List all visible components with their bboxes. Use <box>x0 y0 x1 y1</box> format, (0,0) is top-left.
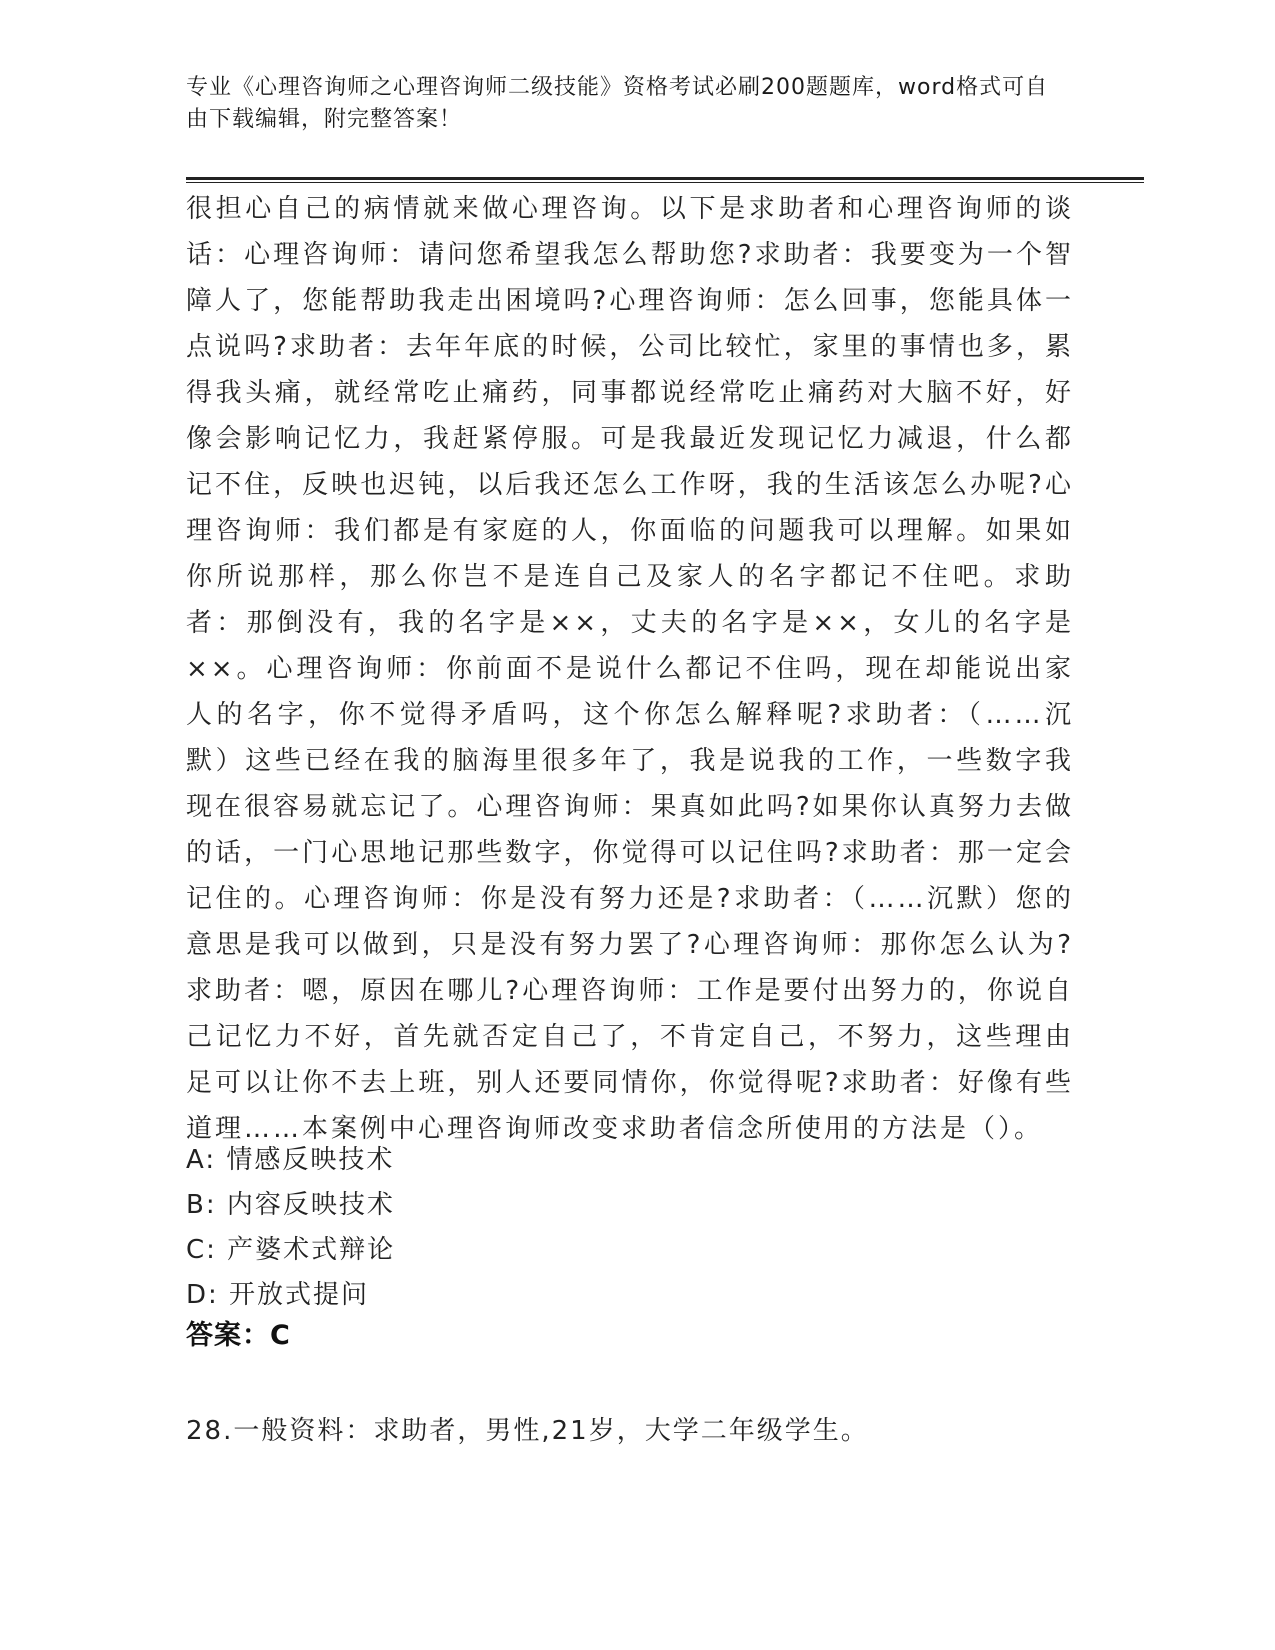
header-divider-thick <box>186 177 1144 180</box>
option-a: A: 情感反映技术 <box>186 1145 395 1175</box>
document-header <box>186 72 1066 136</box>
option-c: C: 产婆术式辩论 <box>186 1235 396 1265</box>
next-question-text: 28.一般资料：求助者，男性,21岁，大学二年级学生。 <box>186 1416 869 1446</box>
header-title: 专业《心理咨询师之心理咨询师二级技能》资格考试必刷200题题库，word格式可自由下载编辑，附完整答案！ <box>186 75 1049 132</box>
option-b: B: 内容反映技术 <box>186 1190 395 1220</box>
header-divider-thin <box>186 182 1144 183</box>
option-d: D: 开放式提问 <box>186 1280 370 1310</box>
answer-label: 答案：C <box>186 1320 291 1351</box>
question-stem: 很担心自己的病情就来做心理咨询。以下是求助者和心理咨询师的谈话：心理咨询师：请问您希望我怎么帮助您?求助者：我要变为一个智障人了，您能帮助我走出困境吗?心理咨询师：怎么回事，您能具体一点说吗?求助者：去年年底的时候，公司比较忙，家里的事情也多，累得我头痛，就经常吃止痛药，同事都说经常吃止痛药对大脑不好，好像会影响记忆力，我赶紧停服。可是我最近发现记忆力减退，什么都记不住，反映也迟钝，以后我还怎么工作呀，我的生活该怎么办呢?心理咨询师：我们都是有家庭的人，你面临的问题我可以理解。如果如你所说那样，那么你岂不是连自己及家人的名字都记不住吧。求助者：那倒没有，我的名字是××，丈夫的名字是××，女儿的名字是××。心理咨询师：你前面不是说什么都记不住吗，现在却能说出家人的名字，你不觉得矛盾吗，这个你怎么解释呢?求助者：（……沉默）这些已经在我的脑海里很多年了，我是说我的工作，一些数字我现在很容易就忘记了。心理咨询师：果真如此吗?如果你认真努力去做的话，一门心思地记那些数字，你觉得可以记住吗?求助者：那一定会记住的。心理咨询师：你是没有努力还是?求助者：（……沉默）您的意思是我可以做到，只是没有努力罢了?心理咨询师：那你怎么认为?求助者：嗯，原因在哪儿?心理咨询师：工作是要付出努力的，你说自己记忆力不好，首先就否定自己了，不肯定自己，不努力，这些理由足可以让你不去上班，别人还要同情你，你觉得呢?求助者：好像有些道理……本案例中心理咨询师改变求助者信念所使用的方法是（）。 <box>186 194 1074 1144</box>
option-list <box>186 1138 1074 1318</box>
